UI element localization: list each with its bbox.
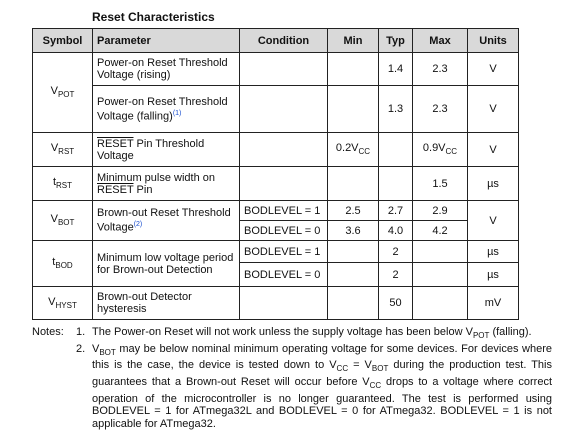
param-vhyst: Brown-out Detector hysteresis [93, 287, 240, 320]
typ-cell: 4.0 [379, 221, 413, 241]
max-cell [413, 287, 468, 320]
typ-cell [379, 167, 413, 201]
symbol-vhyst: $V_{HYST}$ [33, 287, 93, 320]
min-cell [328, 287, 379, 320]
min-cell: 3.6 [328, 221, 379, 241]
header-min: Min [328, 29, 379, 53]
table-caption: Reset Characteristics [92, 10, 215, 24]
header-units: Units [468, 29, 519, 53]
symbol-vpot: $V_{POT}$ [33, 53, 93, 133]
cond-cell: BODLEVEL = 1 [240, 241, 328, 263]
param-vpot-falling: Power-on Reset Threshold Voltage (falling)$^{(1)}$ [93, 86, 240, 133]
min-cell [328, 167, 379, 201]
units-cell: V [468, 86, 519, 133]
max-cell: 2.3 [413, 86, 468, 133]
units-cell: mV [468, 287, 519, 320]
max-cell: 4.2 [413, 221, 468, 241]
units-cell: V [468, 53, 519, 86]
param-trst: Minimum pulse width on RESET Pin [93, 167, 240, 201]
table-row [33, 287, 519, 320]
table-row [33, 201, 519, 221]
header-max: Max [413, 29, 468, 53]
param-vpot-rising: Power-on Reset Threshold Voltage (rising) [93, 53, 240, 86]
header-condition: Condition [240, 29, 328, 53]
table-row [33, 241, 519, 263]
units-cell: µs [468, 263, 519, 287]
max-cell: 1.5 [413, 167, 468, 201]
cond-cell: BODLEVEL = 0 [240, 221, 328, 241]
min-cell [328, 241, 379, 263]
typ-cell: 2 [379, 241, 413, 263]
max-cell: 2.3 [413, 53, 468, 86]
min-cell [328, 86, 379, 133]
min-cell [328, 263, 379, 287]
max-cell: $0.9V_{CC}$ [413, 133, 468, 167]
note-1 [32, 326, 552, 343]
max-cell [413, 263, 468, 287]
units-cell: µs [468, 167, 519, 201]
max-cell: 2.9 [413, 201, 468, 221]
param-tbod: Minimum low voltage period for Brown-out Detection [93, 241, 240, 287]
footnote-ref-1[interactable]: (1) [172, 109, 182, 117]
typ-cell: 1.3 [379, 86, 413, 133]
typ-cell [379, 133, 413, 167]
typ-cell: 2.7 [379, 201, 413, 221]
cond-cell: BODLEVEL = 0 [240, 263, 328, 287]
param-vbot: Brown-out Reset Threshold Voltage$^{(2)}$ [93, 201, 240, 241]
cond-cell [240, 287, 328, 320]
note-number: 2. [76, 342, 86, 355]
max-cell [413, 241, 468, 263]
units-cell: V [468, 133, 519, 167]
cond-cell [240, 133, 328, 167]
min-cell: 2.5 [328, 201, 379, 221]
units-cell: µs [468, 241, 519, 263]
cond-cell [240, 86, 328, 133]
cond-cell [240, 53, 328, 86]
min-cell [328, 53, 379, 86]
notes-label: Notes: [32, 326, 64, 338]
typ-cell: 1.4 [379, 53, 413, 86]
symbol-trst: $t_{RST}$ [33, 167, 93, 201]
table-row [33, 53, 519, 86]
note-2 [32, 343, 552, 431]
footnote-ref-2[interactable]: (2) [133, 221, 143, 229]
min-cell: $0.2V_{CC}$ [328, 133, 379, 167]
typ-cell: 50 [379, 287, 413, 320]
header-symbol: Symbol [33, 29, 93, 53]
note-text: The Power-on Reset will not work unless the supply voltage has been below $V_{POT}$ (falling). [92, 326, 532, 341]
header-row [33, 29, 519, 53]
reset-characteristics-table [32, 28, 519, 320]
table-row [33, 167, 519, 201]
note-text: $V_{BOT}$ may be below nominal minimum operating voltage for some devices. For devices where this is the case, the device is tested down to $V_{CC} = V_{BOT}$ during the production test. This guarantees that a Brown-out Reset will occur before $V_{CC}$ drops to a voltage where correct operation of the microcontroller is no longer guaranteed. The test is performed using BODLEVEL = 1 for ATmega32L and BODLEVEL = 0 for ATmega32. BODLEVEL = 1 is not applicable for ATmega32. [92, 342, 552, 430]
header-typ: Typ [379, 29, 413, 53]
symbol-vrst: $V_{RST}$ [33, 133, 93, 167]
notes-section [32, 326, 552, 430]
symbol-vbot: $V_{BOT}$ [33, 201, 93, 241]
cond-cell [240, 167, 328, 201]
note-number: 1. [76, 326, 86, 338]
units-cell: V [468, 201, 519, 241]
table-row [33, 86, 519, 133]
header-parameter: Parameter [93, 29, 240, 53]
table-row [33, 133, 519, 167]
typ-cell: 2 [379, 263, 413, 287]
cond-cell: BODLEVEL = 1 [240, 201, 328, 221]
param-vrst: RESET Pin Threshold Voltage [93, 133, 240, 167]
symbol-tbod: $t_{BOD}$ [33, 241, 93, 287]
